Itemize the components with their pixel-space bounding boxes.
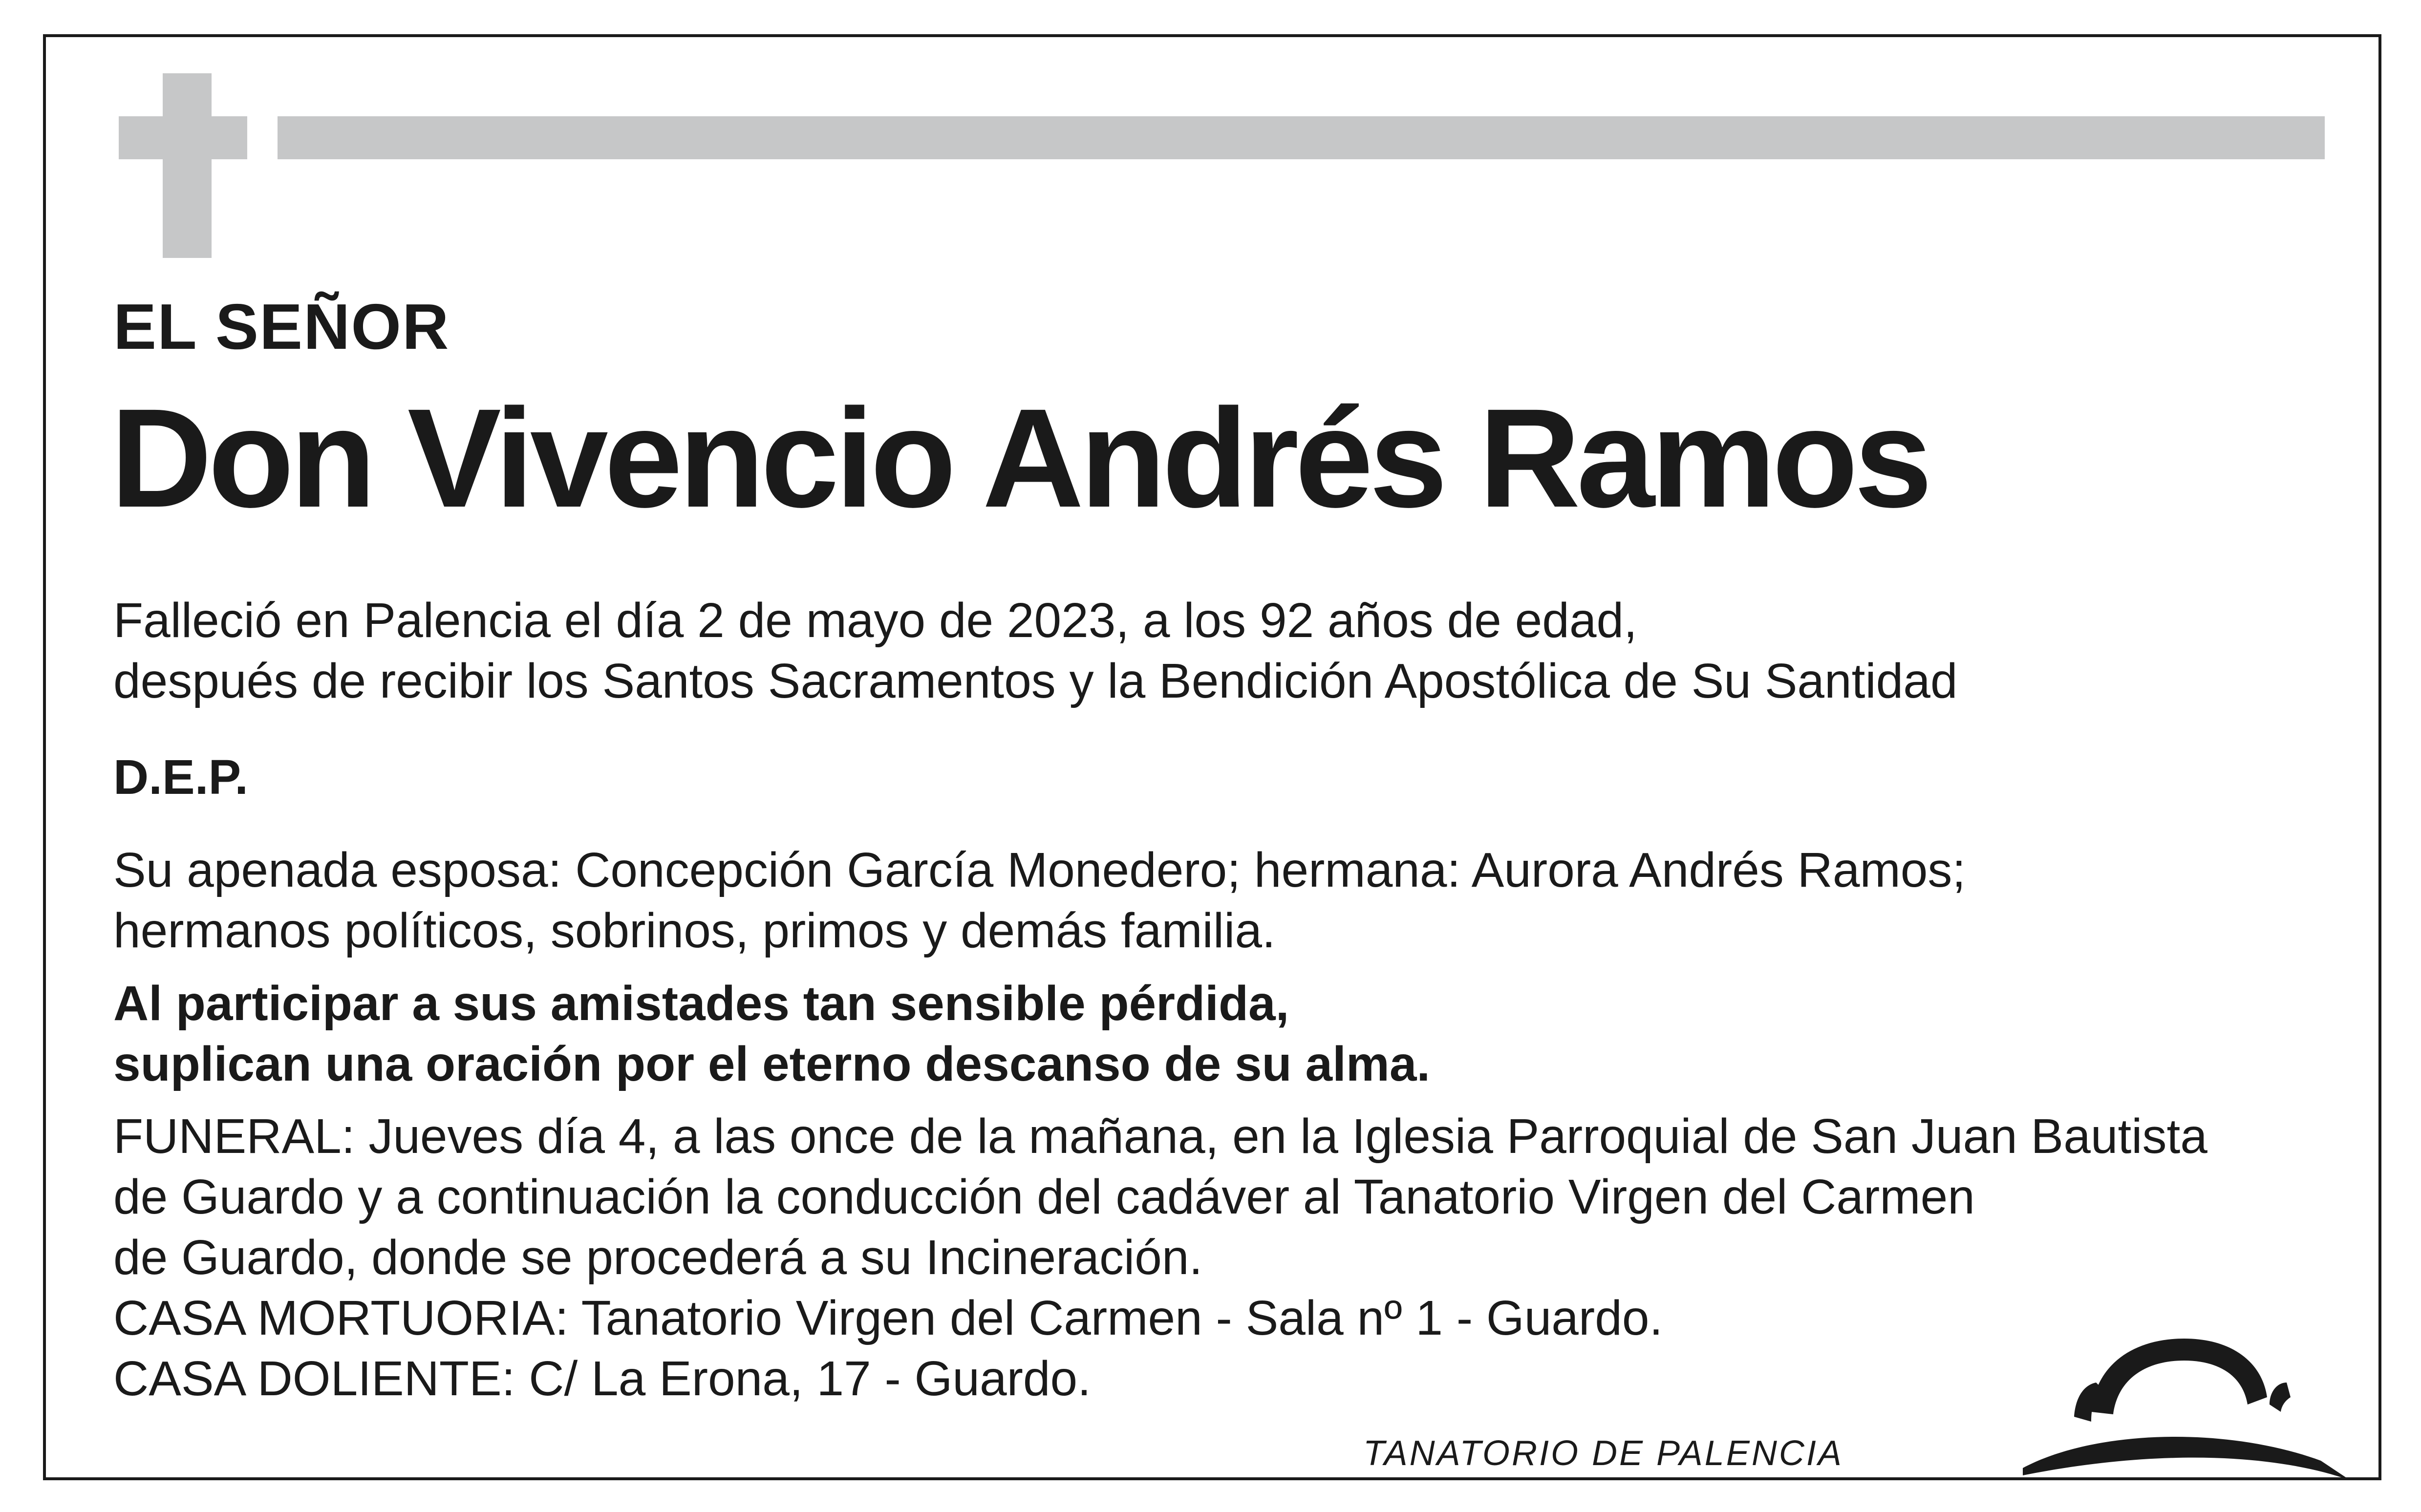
header-divider-bar (278, 116, 2325, 159)
honorific-title: EL SEÑOR (113, 291, 450, 362)
family-line: hermanos políticos, sobrinos, primos y demás familia. (113, 903, 1276, 958)
prayer-request (113, 973, 1430, 1094)
prayer-line: suplican una oración por el eterno descanso de su alma. (113, 1037, 1431, 1091)
funeral-line: FUNERAL: Jueves día 4, a las once de la mañana, en la Iglesia Parroquial de San Juan Bautista (113, 1109, 2207, 1164)
funeral-details (113, 1106, 2207, 1409)
tanatorio-logo-icon (2023, 1319, 2355, 1495)
death-line: después de recibir los Santos Sacramentos y la Bendición Apostólica de Su Santidad (113, 654, 1958, 708)
family-line: Su apenada esposa: Concepción García Monedero; hermana: Aurora Andrés Ramos; (113, 843, 1966, 897)
mortuary-line: CASA MORTUORIA: Tanatorio Virgen del Carmen - Sala nº 1 - Guardo. (113, 1291, 1663, 1345)
cross-icon-arm (119, 116, 247, 159)
death-line: Falleció en Palencia el día 2 de mayo de 2023, a los 92 años de edad, (113, 593, 1637, 648)
prayer-line: Al participar a sus amistades tan sensible pérdida, (113, 976, 1289, 1031)
funeral-line: de Guardo, donde se procederá a su Incineración. (113, 1230, 1203, 1285)
logo-horizon (2023, 1437, 2350, 1480)
cross-icon (163, 73, 212, 258)
deceased-name: Don Vivencio Andrés Ramos (110, 380, 1929, 537)
dep-abbreviation: D.E.P. (113, 750, 249, 805)
logo-dome (2091, 1339, 2267, 1414)
logo-text: TANATORIO DE PALENCIA (1363, 1434, 1843, 1473)
logo-right-pillar (2270, 1383, 2291, 1412)
family-list (113, 840, 1966, 961)
family-home-line: CASA DOLIENTE: C/ La Erona, 17 - Guardo. (113, 1351, 1091, 1406)
death-details (113, 590, 1958, 711)
funeral-line: de Guardo y a continuación la conducción del cadáver al Tanatorio Virgen del Carmen (113, 1170, 1975, 1224)
